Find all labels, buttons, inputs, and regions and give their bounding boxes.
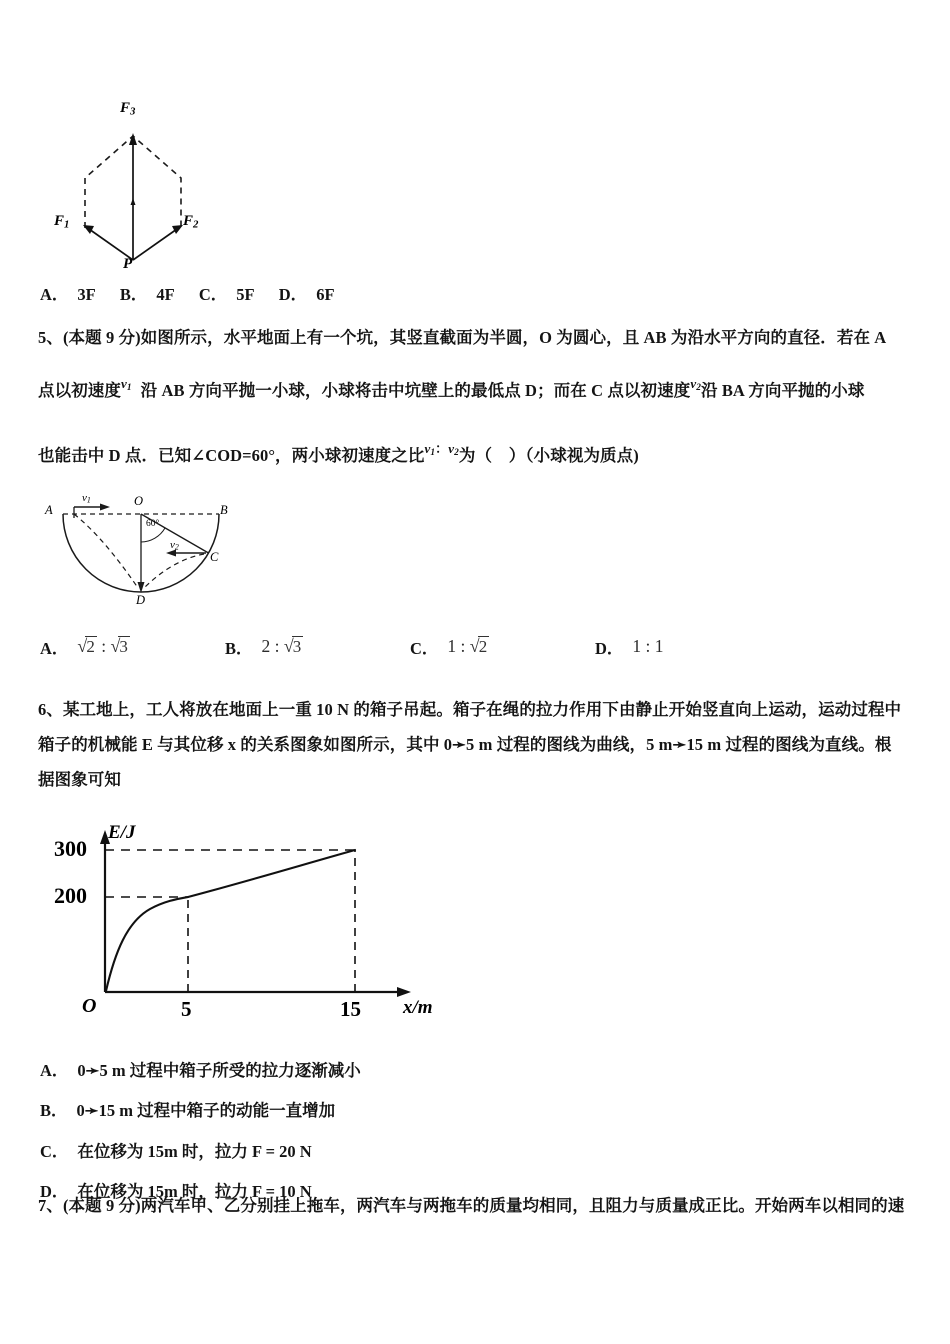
label-angle-cod: 60° xyxy=(146,519,160,529)
q6-line2-text: 箱子的机械能 E 与其位移 x 的关系图象如图所示，其中 0➛5 m 过程的图线为曲线，5 m➛15 m 过程的图线为直线。根 xyxy=(38,735,892,754)
q5-score-tag: (本题 9 分) xyxy=(62,328,141,347)
label-point-d: D xyxy=(136,593,146,607)
q6-number: 6、 xyxy=(38,700,63,719)
q5-line2-c: 沿 BA 方向平抛的小球 xyxy=(701,381,865,400)
chart-ytick-300: 300 xyxy=(54,836,87,861)
q4-option-c-value[interactable]: 5F xyxy=(236,285,255,304)
chart-line-5-to-15 xyxy=(188,850,355,897)
q5-option-d-letter: D． xyxy=(595,639,624,658)
label-point-c: C xyxy=(210,550,219,564)
vector-f3-midtick xyxy=(131,198,136,205)
question-4-options xyxy=(40,282,335,308)
mechanical-energy-chart xyxy=(55,822,455,1022)
q5-v1-sub: 1 xyxy=(126,383,132,394)
q4-option-c-letter: C． xyxy=(198,285,228,304)
label-f3-letter: F xyxy=(120,100,131,116)
hexagon-force-diagram xyxy=(50,100,260,275)
q4-option-d-value[interactable]: 6F xyxy=(316,285,335,304)
q6-line1-text: 某工地上，工人将放在地面上一重 10 N 的箱子吊起。箱子在绳的拉力作用下由静止开始竖直向上运动，运动过程中 xyxy=(62,700,902,719)
q4-option-b-letter: B． xyxy=(119,285,148,304)
chart-x-axis-arrow xyxy=(397,987,411,997)
question-5-line-1 xyxy=(38,322,918,354)
q6-option-a-letter: A． xyxy=(40,1061,69,1080)
chart-origin-label: O xyxy=(82,995,97,1017)
label-f3 xyxy=(120,100,135,117)
question-5-line-2 xyxy=(38,375,923,407)
question-5-line-3 xyxy=(38,440,923,472)
q5-line3-v1: v xyxy=(424,441,431,456)
chart-ylabel: E/J xyxy=(108,822,136,843)
q6-option-c-letter: C． xyxy=(40,1141,69,1161)
q5-v2-symbol: v xyxy=(690,376,697,391)
label-v1: $v_1$ xyxy=(82,492,91,505)
q5-option-b-value: 2 : √3 xyxy=(261,636,302,657)
hexagon-force-svg xyxy=(50,100,260,275)
chart-curve-0-to-5 xyxy=(106,897,188,991)
question-5-options xyxy=(40,636,740,662)
q6-option-c-text: 在位移为 15m 时，拉力 F = 20 N xyxy=(77,1141,312,1161)
q5-v1-symbol: v xyxy=(121,376,127,391)
q7-number: 7、 xyxy=(38,1196,63,1215)
q5-option-a-value: √2 : √3 xyxy=(77,636,128,657)
chart-xtick-5: 5 xyxy=(181,997,192,1021)
label-f3-sub: 3 xyxy=(130,105,136,118)
q6-option-a[interactable] xyxy=(40,1058,740,1084)
q5-option-d[interactable] xyxy=(595,636,664,662)
semicircle-pit-diagram xyxy=(34,492,249,614)
q7-score-tag: (本题 9 分) xyxy=(62,1196,141,1215)
chart-ytick-200: 200 xyxy=(54,883,87,908)
label-p: P xyxy=(123,256,133,272)
q5-line3-v2-sub: 2 xyxy=(454,448,459,459)
trajectory-c-to-d xyxy=(143,554,204,589)
q5-option-c-letter: C． xyxy=(410,639,439,658)
label-point-b: B xyxy=(220,503,228,517)
label-f2-letter: F xyxy=(183,213,194,229)
q6-option-b[interactable] xyxy=(40,1098,740,1124)
q5-option-a-letter: A． xyxy=(40,639,69,658)
label-point-a: A xyxy=(45,503,53,517)
label-v2: $v_2$ xyxy=(170,539,179,552)
q5-option-b-letter: B． xyxy=(225,639,253,658)
q5-line2-a: 点以初速度 xyxy=(38,381,121,400)
q6-option-d-letter: D． xyxy=(40,1182,69,1202)
q5-line3-v1-sub: 1 xyxy=(430,448,436,459)
vector-f2-shaft xyxy=(133,229,177,260)
vector-f1-arrowhead xyxy=(83,225,94,234)
q4-option-a-value[interactable]: 3F xyxy=(77,285,96,304)
angle-cod-arc xyxy=(141,528,165,542)
q5-v2-sub: 2 xyxy=(696,383,701,394)
q6-option-b-letter: B． xyxy=(40,1101,68,1121)
vector-f3-arrowhead xyxy=(129,133,137,145)
label-f2-sub: 2 xyxy=(193,218,199,231)
label-f1 xyxy=(54,213,69,230)
q5-option-b[interactable] xyxy=(225,636,410,662)
vector-v1-arrowhead xyxy=(100,504,110,511)
q7-line1-text: 两汽车甲、乙分别挂上拖车，两汽车与两拖车的质量均相同，且阻力与质量成正比。开始两车以相同的速 xyxy=(140,1196,905,1215)
q5-line3-colon: ： xyxy=(435,441,449,456)
q4-option-b-value[interactable]: 4F xyxy=(156,285,175,304)
q6-option-c[interactable] xyxy=(40,1139,740,1165)
q5-line1-text: 如图所示，水平地面上有一个坑，其竖直截面为半圆，O 为圆心，且 AB 为沿水平方向的直径．若在 A xyxy=(140,328,887,347)
vector-f2-arrowhead xyxy=(172,225,183,234)
q5-option-c-value: 1 : √2 xyxy=(447,636,488,657)
label-f1-letter: F xyxy=(54,213,65,229)
q4-option-d-letter: D． xyxy=(278,285,308,304)
chart-xlabel: x/m xyxy=(403,997,433,1018)
q5-option-d-value: 1 : 1 xyxy=(632,636,664,657)
question-7-line-1 xyxy=(38,1190,928,1222)
q5-line3-b: 为（ ）（小球视为质点) xyxy=(458,446,639,465)
label-f1-sub: 1 xyxy=(64,218,70,231)
trajectory-a-to-d xyxy=(74,514,138,588)
label-f2 xyxy=(183,213,198,230)
q5-line3-v2: v xyxy=(448,441,455,456)
q6-option-a-text: 0➛5 m 过程中箱子所受的拉力逐渐减小 xyxy=(77,1061,361,1080)
q6-option-b-text: 0➛15 m 过程中箱子的动能一直增加 xyxy=(76,1101,336,1121)
q5-line2-b: 沿 AB 方向平抛一小球，小球将击中坑壁上的最低点 D；而在 C 点以初速度 xyxy=(140,381,691,400)
question-6-line-2 xyxy=(38,729,923,761)
q4-option-a-letter: A． xyxy=(40,285,69,304)
q5-option-a[interactable] xyxy=(40,636,225,662)
q5-line3-a: 也能击中 D 点．已知∠COD=60°，两小球初速度之比 xyxy=(38,446,425,465)
question-6-line-1 xyxy=(38,694,923,726)
q6-option-d-text: 在位移为 15m 时，拉力 F = 10 N xyxy=(77,1182,312,1202)
mechanical-energy-chart-svg xyxy=(55,822,455,1022)
q6-line3-text: 据图象可知 xyxy=(38,770,121,789)
q5-option-c[interactable] xyxy=(410,636,595,662)
label-point-o: O xyxy=(134,494,144,508)
question-6-line-3 xyxy=(38,764,923,796)
chart-xtick-15: 15 xyxy=(340,997,361,1021)
q5-number: 5、 xyxy=(38,328,63,347)
